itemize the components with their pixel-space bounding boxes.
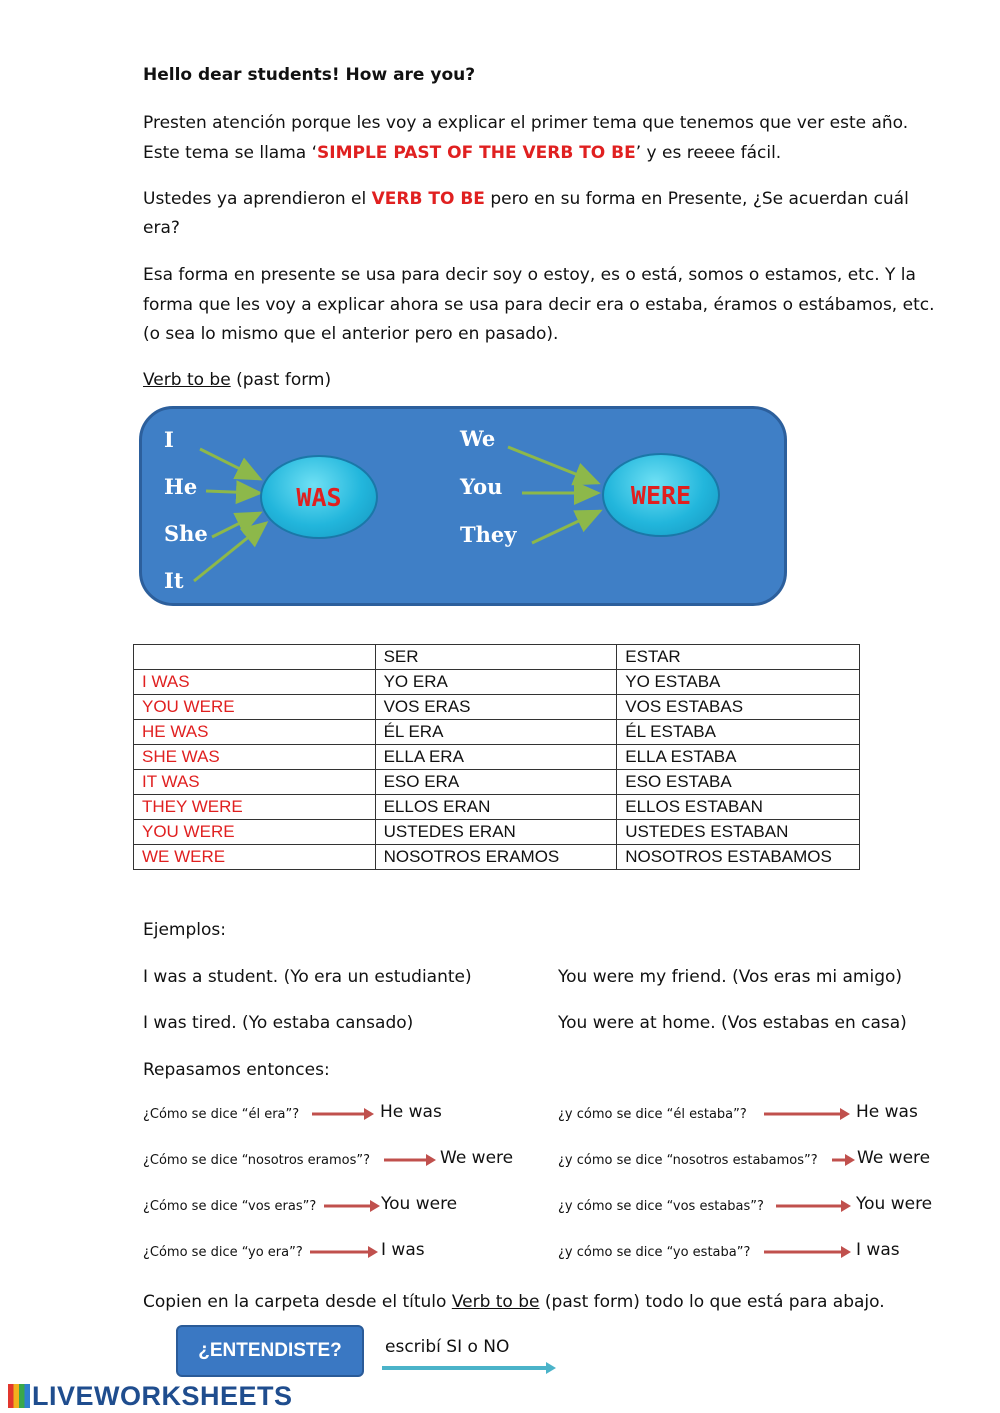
review-answer: I was <box>856 1240 900 1260</box>
english-cell: YOU WERE <box>134 695 376 720</box>
red-arrow-icon <box>764 1106 854 1122</box>
table-row <box>134 770 860 795</box>
review-answer: He was <box>380 1102 442 1122</box>
liveworksheets-logo: LIVEWORKSHEETS <box>8 1381 293 1412</box>
verb-diagram <box>139 406 787 606</box>
english-cell <box>134 645 376 670</box>
ser-cell: USTEDES ERAN <box>375 820 617 845</box>
para3-line-3: (o sea lo mismo que el anterior pero en pasado). <box>143 324 559 344</box>
review-answer: I was <box>381 1240 425 1260</box>
answer-prompt: escribí SI o NO <box>385 1337 510 1357</box>
estar-cell: YO ESTABA <box>617 670 860 695</box>
table-row <box>134 845 860 870</box>
table-row <box>134 720 860 745</box>
verb-to-be-highlight: VERB TO BE <box>371 189 485 209</box>
review-answer: He was <box>856 1102 918 1122</box>
greeting: Hello dear students! How are you? <box>143 65 476 85</box>
pronoun-i: I <box>164 427 174 452</box>
section-title: Verb to be (past form) <box>143 370 332 390</box>
intro-line-2: Este tema se llama ‘SIMPLE PAST OF THE VERB TO BE’ y es reeee fácil. <box>143 143 782 163</box>
review-answer: We were <box>857 1148 931 1168</box>
table-row <box>134 795 860 820</box>
para2-line-1: Ustedes ya aprendieron el VERB TO BE pero en su forma en Presente, ¿Se acuerdan cuál <box>143 189 909 209</box>
ser-cell: NOSOTROS ERAMOS <box>375 845 617 870</box>
ser-cell: ELLA ERA <box>375 745 617 770</box>
table-row <box>134 670 860 695</box>
arrow-i <box>200 449 260 479</box>
arrow-he <box>206 491 260 493</box>
arrow-they <box>532 511 600 543</box>
was-bubble: WAS <box>260 455 378 539</box>
topic-title: SIMPLE PAST OF THE VERB TO BE <box>317 143 636 163</box>
english-cell: I WAS <box>134 670 376 695</box>
review-question: ¿y cómo se dice “nosotros estabamos”? <box>558 1153 818 1168</box>
table-row <box>134 745 860 770</box>
english-cell: YOU WERE <box>134 820 376 845</box>
english-cell: WE WERE <box>134 845 376 870</box>
review-answer: You were <box>856 1194 933 1214</box>
estar-cell: ÉL ESTABA <box>617 720 860 745</box>
review-answer: We were <box>440 1148 514 1168</box>
review-question: ¿Cómo se dice “nosotros eramos”? <box>143 1153 371 1168</box>
red-arrow-icon <box>832 1152 859 1168</box>
arrow-we <box>508 447 598 483</box>
para3-line-2: forma que les voy a explicar ahora se usa para decir era o estaba, éramos o estábamos, etc. <box>143 295 935 315</box>
pronoun-you: You <box>460 474 503 499</box>
ser-cell: YO ERA <box>375 670 617 695</box>
ser-cell: VOS ERAS <box>375 695 617 720</box>
table-row <box>134 820 860 845</box>
review-title: Repasamos entonces: <box>143 1060 330 1080</box>
understood-button[interactable]: ¿ENTENDISTE? <box>176 1325 364 1377</box>
ser-cell: SER <box>375 645 617 670</box>
example-right-1: You were my friend. (Vos eras mi amigo) <box>558 967 903 987</box>
table-row <box>134 695 860 720</box>
estar-cell: ESTAR <box>617 645 860 670</box>
ser-cell: ELLOS ERAN <box>375 795 617 820</box>
red-arrow-icon <box>310 1244 382 1260</box>
estar-cell: NOSOTROS ESTABAMOS <box>617 845 860 870</box>
estar-cell: VOS ESTABAS <box>617 695 860 720</box>
review-question: ¿Cómo se dice “yo era”? <box>143 1245 303 1260</box>
red-arrow-icon <box>776 1198 855 1214</box>
ser-cell: ÉL ERA <box>375 720 617 745</box>
review-question: ¿Cómo se dice “él era”? <box>143 1107 300 1122</box>
intro-line-1: Presten atención porque les voy a explicar el primer tema que tenemos que ver este año. <box>143 113 909 133</box>
ser-cell: ESO ERA <box>375 770 617 795</box>
pronoun-it: It <box>164 568 184 593</box>
review-question: ¿y cómo se dice “yo estaba”? <box>558 1245 751 1260</box>
estar-cell: ELLA ESTABA <box>617 745 860 770</box>
estar-cell: USTEDES ESTABAN <box>617 820 860 845</box>
estar-cell: ELLOS ESTABAN <box>617 795 860 820</box>
para3-line-1: Esa forma en presente se usa para decir soy o estoy, es o está, somos o estamos, etc. Y la <box>143 265 916 285</box>
red-arrow-icon <box>324 1198 384 1214</box>
copy-instruction: Copien en la carpeta desde el título Verb to be (past form) todo lo que está para abajo. <box>143 1292 885 1312</box>
table-header-row <box>134 645 860 670</box>
english-cell: IT WAS <box>134 770 376 795</box>
review-question: ¿y cómo se dice “vos estabas”? <box>558 1199 764 1214</box>
example-left-1: I was a student. (Yo era un estudiante) <box>143 967 472 987</box>
english-cell: SHE WAS <box>134 745 376 770</box>
examples-title: Ejemplos: <box>143 920 226 940</box>
english-cell: THEY WERE <box>134 795 376 820</box>
pronoun-we: We <box>460 426 496 451</box>
answer-arrow <box>380 1360 558 1378</box>
conjugation-table <box>133 644 860 870</box>
estar-cell: ESO ESTABA <box>617 770 860 795</box>
were-bubble: WERE <box>602 453 720 537</box>
red-arrow-icon <box>764 1244 855 1260</box>
para2-line-2: era? <box>143 218 180 238</box>
pronoun-he: He <box>164 474 198 499</box>
pronoun-she: She <box>164 521 208 546</box>
review-question: ¿y cómo se dice “él estaba”? <box>558 1107 747 1122</box>
review-question: ¿Cómo se dice “vos eras”? <box>143 1199 317 1214</box>
logo-badge-icon <box>8 1384 30 1408</box>
example-right-2: You were at home. (Vos estabas en casa) <box>558 1013 907 1033</box>
red-arrow-icon <box>312 1106 378 1122</box>
pronoun-they: They <box>460 522 517 547</box>
example-left-2: I was tired. (Yo estaba cansado) <box>143 1013 414 1033</box>
red-arrow-icon <box>384 1152 440 1168</box>
review-answer: You were <box>381 1194 458 1214</box>
english-cell: HE WAS <box>134 720 376 745</box>
